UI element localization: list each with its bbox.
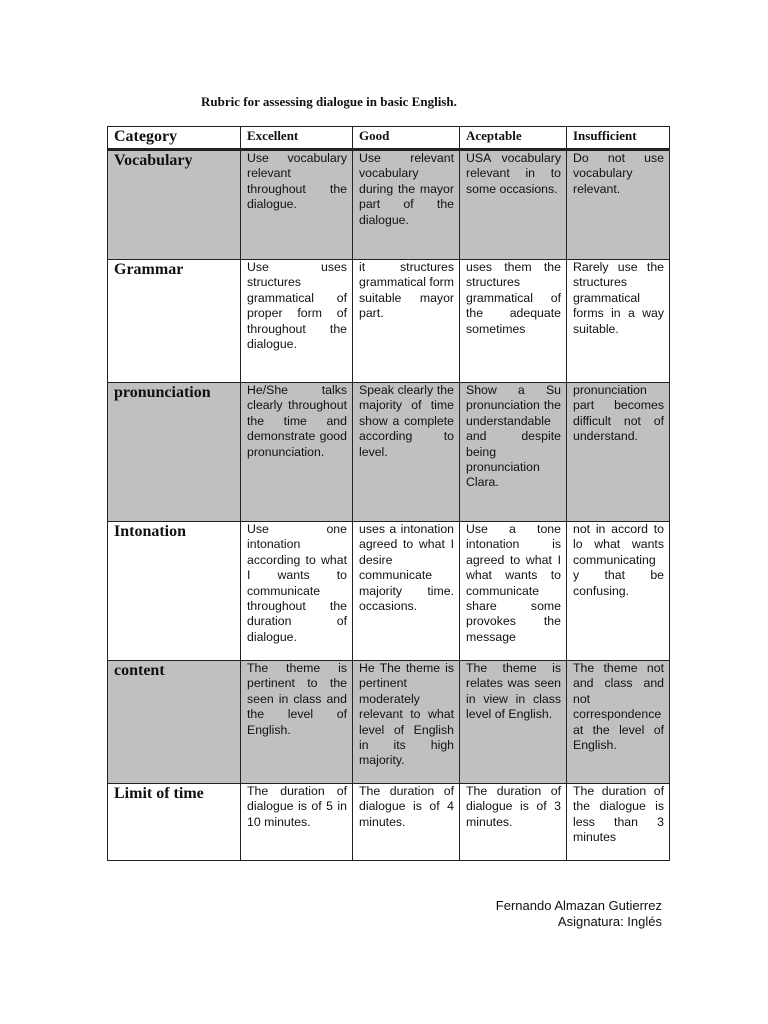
acceptable-cell: uses them the structures grammatical of the adequate sometimes <box>460 260 567 383</box>
document-title: Rubric for assessing dialogue in basic English. <box>201 94 457 109</box>
header-category: Category <box>108 127 241 150</box>
row-vocabulary <box>108 150 670 260</box>
row-limit-of-time <box>108 784 670 861</box>
category-cell: pronunciation <box>108 383 241 522</box>
acceptable-cell: The duration of dialogue is of 3 minutes. <box>460 784 567 861</box>
good-cell: The duration of dialogue is of 4 minutes. <box>353 784 460 861</box>
excellent-cell: The theme is pertinent to the seen in class and the level of English. <box>241 661 353 784</box>
insufficient-cell: Do not use vocabulary relevant. <box>567 150 670 260</box>
header-acceptable: Aceptable <box>460 127 567 150</box>
excellent-cell: Use uses structures grammatical of proper form of throughout the dialogue. <box>241 260 353 383</box>
category-cell: Intonation <box>108 522 241 661</box>
row-intonation <box>108 522 670 661</box>
excellent-cell: Use vocabulary relevant throughout the dialogue. <box>241 150 353 260</box>
good-cell: He The theme is pertinent moderately relevant to what level of English in its high majority. <box>353 661 460 784</box>
header-insufficient: Insufficient <box>567 127 670 150</box>
excellent-cell: The duration of dialogue is of 5 in 10 minutes. <box>241 784 353 861</box>
insufficient-cell: The duration of the dialogue is less than 3 minutes <box>567 784 670 861</box>
good-cell: uses a intonation agreed to what I desire communicate majority time. occasions. <box>353 522 460 661</box>
row-content <box>108 661 670 784</box>
acceptable-cell: USA vocabulary relevant in to some occasions. <box>460 150 567 260</box>
header-row <box>108 127 670 150</box>
insufficient-cell: The theme not and class and not correspondence at the level of English. <box>567 661 670 784</box>
category-cell: Grammar <box>108 260 241 383</box>
insufficient-cell: Rarely use the structures grammatical forms in a way suitable. <box>567 260 670 383</box>
header-good: Good <box>353 127 460 150</box>
author-name: Fernando Almazan Gutierrez <box>495 898 662 913</box>
row-pronunciation <box>108 383 670 522</box>
insufficient-cell: not in accord to lo what wants communicating y that be confusing. <box>567 522 670 661</box>
acceptable-cell: Use a tone intonation is agreed to what I what wants to communicate share some provokes the message <box>460 522 567 661</box>
excellent-cell: He/She talks clearly throughout the time and demonstrate good pronunciation. <box>241 383 353 522</box>
acceptable-cell: The theme is relates was seen in view in class level of English. <box>460 661 567 784</box>
header-excellent: Excellent <box>241 127 353 150</box>
insufficient-cell: pronunciation part becomes difficult not of understand. <box>567 383 670 522</box>
category-cell: content <box>108 661 241 784</box>
subject-line: Asignatura: Inglés <box>557 914 662 929</box>
acceptable-cell: Show a Su pronunciation the understandable and despite being pronunciation Clara. <box>460 383 567 522</box>
category-cell: Vocabulary <box>108 150 241 260</box>
excellent-cell: Use one intonation according to what I wants to communicate throughout the duration of dialogue. <box>241 522 353 661</box>
good-cell: it structures grammatical form suitable mayor part. <box>353 260 460 383</box>
category-cell: Limit of time <box>108 784 241 861</box>
row-grammar <box>108 260 670 383</box>
good-cell: Speak clearly the majority of time show a complete according to level. <box>353 383 460 522</box>
author-block <box>440 898 662 930</box>
rubric-table <box>107 126 670 861</box>
good-cell: Use relevant vocabulary during the mayor part of the dialogue. <box>353 150 460 260</box>
